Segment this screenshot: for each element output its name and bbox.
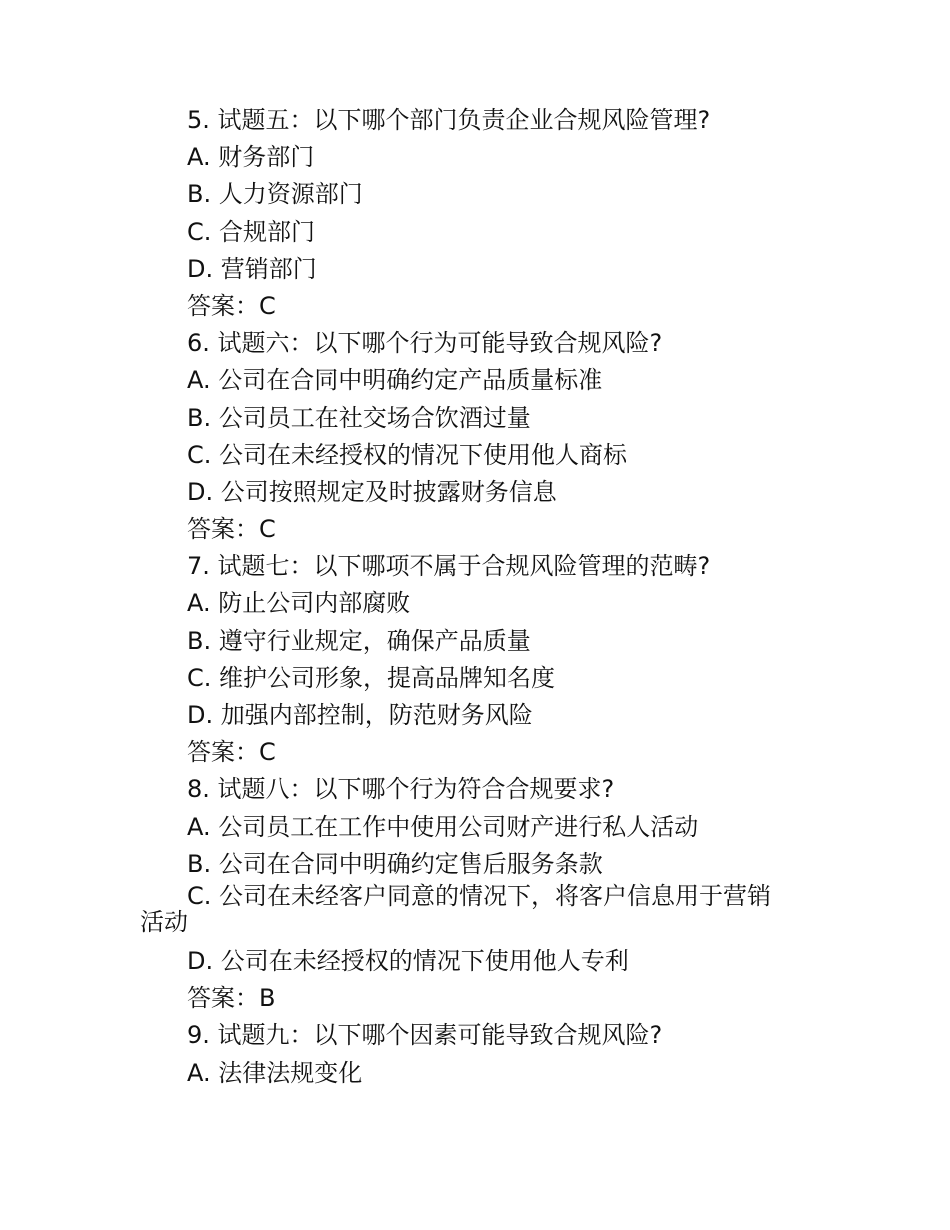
option-d: D. 加强内部控制，防范财务风险 — [187, 701, 533, 729]
answer: 答案：C — [187, 738, 276, 767]
question-stem: 9. 试题九：以下哪个因素可能导致合规风险? — [187, 1021, 663, 1050]
question-stem: 8. 试题八：以下哪个行为符合合规要求? — [187, 775, 615, 804]
option-c: C. 维护公司形象，提高品牌知名度 — [187, 663, 556, 692]
option-a: A. 财务部门 — [187, 143, 315, 172]
option-b: B. 人力资源部门 — [187, 180, 363, 209]
answer: 答案：B — [187, 984, 276, 1013]
option-d: D. 公司在未经授权的情况下使用他人专利 — [187, 946, 629, 975]
option-a: A. 法律法规变化 — [187, 1058, 363, 1087]
option-d: D. 营销部门 — [187, 254, 317, 283]
option-a: A. 公司在合同中明确约定产品质量标准 — [187, 366, 603, 395]
option-c-continuation: 活动 — [140, 907, 188, 936]
option-c — [0, 883, 950, 935]
option-b: B. 公司在合同中明确约定售后服务条款 — [187, 849, 603, 878]
question-stem: 6. 试题六：以下哪个行为可能导致合规风险? — [187, 329, 663, 358]
question-stem: 5. 试题五：以下哪个部门负责企业合规风险管理? — [187, 106, 711, 134]
answer: 答案：C — [187, 515, 276, 544]
option-b: B. 遵守行业规定，确保产品质量 — [187, 626, 531, 655]
option-a: A. 公司员工在工作中使用公司财产进行私人活动 — [187, 812, 699, 841]
option-c: C. 公司在未经授权的情况下使用他人商标 — [187, 440, 628, 469]
option-c-first-line: C. 公司在未经客户同意的情况下，将客户信息用于营销 — [187, 881, 772, 910]
option-c: C. 合规部门 — [187, 217, 316, 246]
option-d: D. 公司按照规定及时披露财务信息 — [187, 477, 557, 506]
question-stem: 7. 试题七：以下哪项不属于合规风险管理的范畴? — [187, 552, 711, 581]
answer: 答案：C — [187, 291, 276, 320]
document-page — [0, 102, 950, 1092]
option-b: B. 公司员工在社交场合饮酒过量 — [187, 403, 531, 432]
option-a: A. 防止公司内部腐败 — [187, 589, 411, 618]
